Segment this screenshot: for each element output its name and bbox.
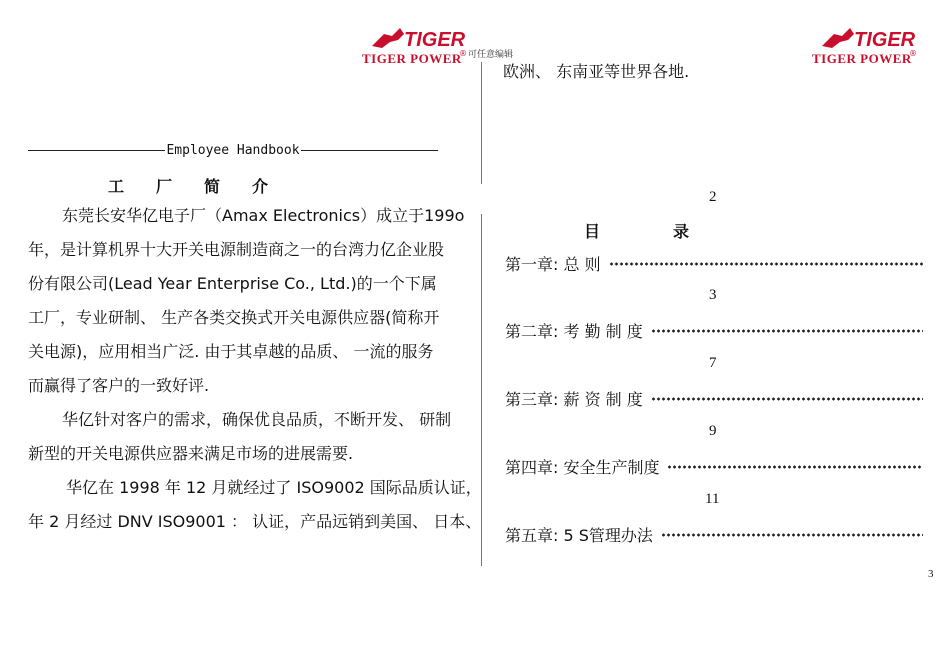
toc-page-number: 7 bbox=[709, 355, 717, 371]
toc-page-number: 2 bbox=[709, 189, 717, 205]
handbook-header bbox=[28, 143, 438, 158]
page-divider-top bbox=[481, 62, 482, 184]
toc-title-left: 目 bbox=[584, 222, 601, 241]
paragraph-line: 年，是计算机界十大开关电源制造商之一的台湾力亿企业股 bbox=[28, 240, 445, 259]
paragraph-line: 东莞长安华亿电子厂（Amax Electronics）成立于199o bbox=[62, 206, 465, 225]
registered-mark: ® bbox=[909, 49, 917, 58]
handbook-label: Employee Handbook bbox=[166, 143, 300, 158]
toc-page-number: 9 bbox=[709, 423, 717, 439]
paragraph-line: 工厂，专业研制、 生产各类交换式开关电源供应器(简称开 bbox=[28, 308, 440, 327]
tiger-logo-icon bbox=[370, 24, 466, 52]
toc-page-number: 11 bbox=[705, 491, 720, 507]
toc-entry-label: 第二章: 考 勤 制 度 bbox=[505, 322, 643, 341]
paragraph-line: 份有限公司(Lead Year Enterprise Co., Ltd.)的一个下属 bbox=[28, 274, 437, 293]
toc-leader bbox=[661, 533, 923, 537]
rule-right bbox=[301, 150, 438, 151]
toc-page-number: 3 bbox=[709, 287, 717, 303]
toc-entry-3[interactable] bbox=[505, 387, 923, 410]
section-title: 工厂简介 bbox=[108, 177, 301, 196]
paragraph-line: 而赢得了客户的一致好评. bbox=[28, 376, 210, 395]
tiger-logo-icon bbox=[820, 24, 916, 52]
toc-entry-4[interactable] bbox=[505, 455, 923, 478]
svg-text:TIGER: TIGER bbox=[404, 29, 466, 51]
page-number: 3 bbox=[928, 568, 934, 580]
toc-leader bbox=[609, 262, 923, 266]
toc-leader bbox=[667, 465, 923, 469]
continuation-text: 欧洲、 东南亚等世界各地. bbox=[503, 62, 690, 81]
toc-entry-label: 第三章: 薪 资 制 度 bbox=[505, 390, 643, 409]
brand-name: TIGER POWER bbox=[362, 51, 462, 66]
toc-entry-1[interactable] bbox=[505, 252, 923, 275]
tiger-power-logo-right bbox=[812, 24, 922, 68]
paragraph-line: 新型的开关电源供应器来满足市场的进展需要. bbox=[28, 444, 354, 463]
intro-text bbox=[28, 199, 482, 539]
registered-mark: ® bbox=[459, 49, 467, 58]
toc-entry-label: 第五章: 5 S管理办法 bbox=[505, 526, 653, 545]
brand-name: TIGER POWER bbox=[812, 51, 912, 66]
paragraph-line: 关电源)，应用相当广泛. 由于其卓越的品质、 一流的服务 bbox=[28, 342, 434, 361]
toc-leader bbox=[651, 397, 923, 401]
toc-entry-label: 第一章: 总 则 bbox=[505, 255, 601, 274]
editable-note: 可任意编辑 bbox=[468, 50, 514, 60]
paragraph-line: 华亿在 1998 年 12 月就经过了 ISO9002 国际品质认证， bbox=[66, 478, 482, 497]
paragraph-line: 华亿针对客户的需求，确保优良品质，不断开发、 研制 bbox=[62, 410, 452, 429]
toc-entry-2[interactable] bbox=[505, 319, 923, 342]
toc-entry-5[interactable] bbox=[505, 523, 923, 546]
toc-title-right: 录 bbox=[673, 222, 690, 241]
paragraph-line: 年 2 月经过 DNV ISO9001 ： 认证，产品远销到美国、 日本、 bbox=[28, 512, 482, 531]
toc-leader bbox=[651, 329, 923, 333]
toc-entry-label: 第四章: 安全生产制度 bbox=[505, 458, 660, 477]
tiger-power-logo-left bbox=[362, 24, 472, 68]
rule-left bbox=[28, 150, 165, 151]
svg-text:TIGER: TIGER bbox=[854, 29, 916, 51]
